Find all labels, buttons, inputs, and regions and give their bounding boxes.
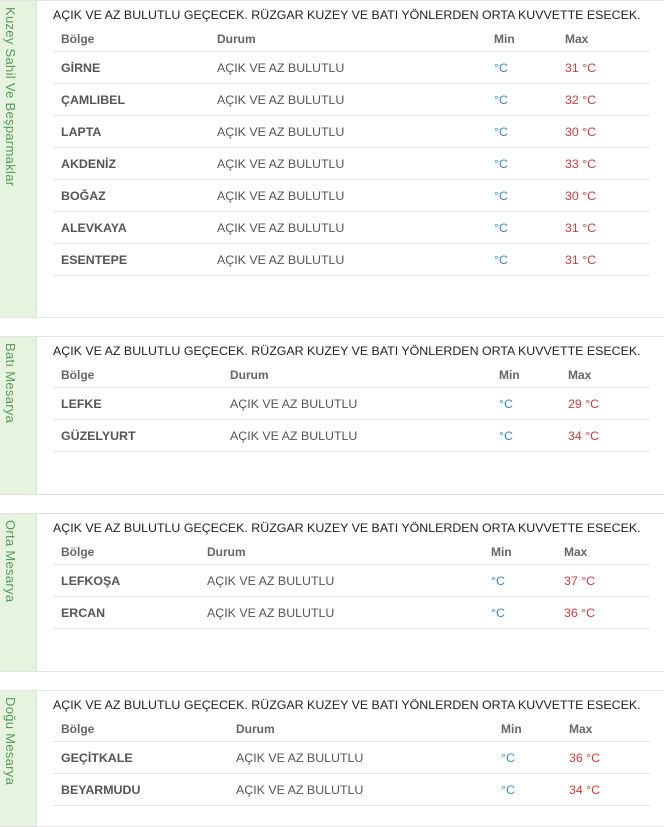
region-sidebar [0,1,37,317]
min-temp: °C [494,156,508,171]
forecast-text: AÇIK VE AZ BULUTLU GEÇECEK. RÜZGAR KUZEY VE BATI YÖNLERDEN ORTA KUVVETTE ESECEK. [53,8,641,22]
station-name: BEYARMUDU [61,782,141,797]
forecast-text: AÇIK VE AZ BULUTLU GEÇECEK. RÜZGAR KUZEY VE BATI YÖNLERDEN ORTA KUVVETTE ESECEK. [53,698,641,712]
region-sidebar [0,337,37,494]
station-condition: AÇIK VE AZ BULUTLU [236,782,364,797]
min-temp: °C [494,60,508,75]
max-temp: 29 °C [568,396,600,411]
min-temp: °C [494,220,508,235]
header-region: Bölge [61,722,95,736]
station-condition: AÇIK VE AZ BULUTLU [217,188,345,203]
header-region: Bölge [61,32,95,46]
station-name: GEÇİTKALE [61,750,133,765]
max-temp: 33 °C [565,156,597,171]
station-condition: AÇIK VE AZ BULUTLU [230,428,358,443]
station-name: LEFKOŞA [61,573,121,588]
region-name: Orta Mesarya [3,520,18,603]
table-header [53,27,650,52]
header-min: Min [494,32,515,46]
station-name: LEFKE [61,396,102,411]
table-row [53,148,650,180]
region-sidebar [0,514,37,671]
header-min: Min [491,545,512,559]
table-row [53,774,650,806]
max-temp: 34 °C [568,428,600,443]
station-condition: AÇIK VE AZ BULUTLU [236,750,364,765]
station-condition: AÇIK VE AZ BULUTLU [217,252,345,267]
table-row [53,84,650,116]
header-min: Min [499,368,520,382]
max-temp: 37 °C [564,573,596,588]
table-row [53,742,650,774]
min-temp: °C [494,124,508,139]
region-panel [0,0,664,318]
max-temp: 36 °C [564,605,596,620]
max-temp: 30 °C [565,124,597,139]
forecast-text: AÇIK VE AZ BULUTLU GEÇECEK. RÜZGAR KUZEY VE BATI YÖNLERDEN ORTA KUVVETTE ESECEK. [53,521,641,535]
header-max: Max [564,545,588,559]
min-temp: °C [494,188,508,203]
max-temp: 31 °C [565,220,597,235]
region-sidebar [0,691,37,826]
station-name: BOĞAZ [61,188,106,203]
station-condition: AÇIK VE AZ BULUTLU [217,156,345,171]
header-condition: Durum [230,368,269,382]
min-temp: °C [499,396,513,411]
region-name: Batı Mesarya [3,343,18,424]
max-temp: 30 °C [565,188,597,203]
table-row [53,388,650,420]
region-name: Doğu Mesarya [3,697,18,786]
min-temp: °C [499,428,513,443]
table-row [53,597,650,629]
station-name: ÇAMLIBEL [61,92,126,107]
max-temp: 31 °C [565,252,597,267]
min-temp: °C [491,605,505,620]
forecast-text: AÇIK VE AZ BULUTLU GEÇECEK. RÜZGAR KUZEY VE BATI YÖNLERDEN ORTA KUVVETTE ESECEK. [53,344,641,358]
min-temp: °C [501,750,515,765]
header-condition: Durum [217,32,256,46]
region-panel [0,690,664,827]
header-condition: Durum [207,545,246,559]
station-condition: AÇIK VE AZ BULUTLU [207,573,335,588]
min-temp: °C [491,573,505,588]
max-temp: 34 °C [569,782,601,797]
station-condition: AÇIK VE AZ BULUTLU [217,220,345,235]
max-temp: 31 °C [565,60,597,75]
header-region: Bölge [61,545,95,559]
min-temp: °C [494,252,508,267]
header-max: Max [568,368,592,382]
table-row [53,212,650,244]
header-condition: Durum [236,722,275,736]
header-min: Min [501,722,522,736]
min-temp: °C [494,92,508,107]
table-row [53,52,650,84]
station-name: ALEVKAYA [61,220,127,235]
header-max: Max [565,32,589,46]
region-panel [0,336,664,495]
header-region: Bölge [61,368,95,382]
station-name: ERCAN [61,605,106,620]
max-temp: 32 °C [565,92,597,107]
station-condition: AÇIK VE AZ BULUTLU [207,605,335,620]
station-name: AKDENİZ [61,156,117,171]
min-temp: °C [501,782,515,797]
table-header [53,540,650,565]
station-condition: AÇIK VE AZ BULUTLU [217,92,345,107]
table-header [53,717,650,742]
station-name: GÜZELYURT [61,428,136,443]
max-temp: 36 °C [569,750,601,765]
station-condition: AÇIK VE AZ BULUTLU [217,60,345,75]
table-row [53,565,650,597]
region-name: Kuzey Sahil Ve Beşparmaklar [3,7,18,187]
table-row [53,116,650,148]
table-row [53,244,650,276]
table-row [53,180,650,212]
region-panel [0,513,664,672]
station-condition: AÇIK VE AZ BULUTLU [230,396,358,411]
station-name: LAPTA [61,124,102,139]
header-max: Max [569,722,593,736]
table-row [53,420,650,452]
station-name: ESENTEPE [61,252,128,267]
table-header [53,363,650,388]
station-name: GİRNE [61,60,101,75]
station-condition: AÇIK VE AZ BULUTLU [217,124,345,139]
